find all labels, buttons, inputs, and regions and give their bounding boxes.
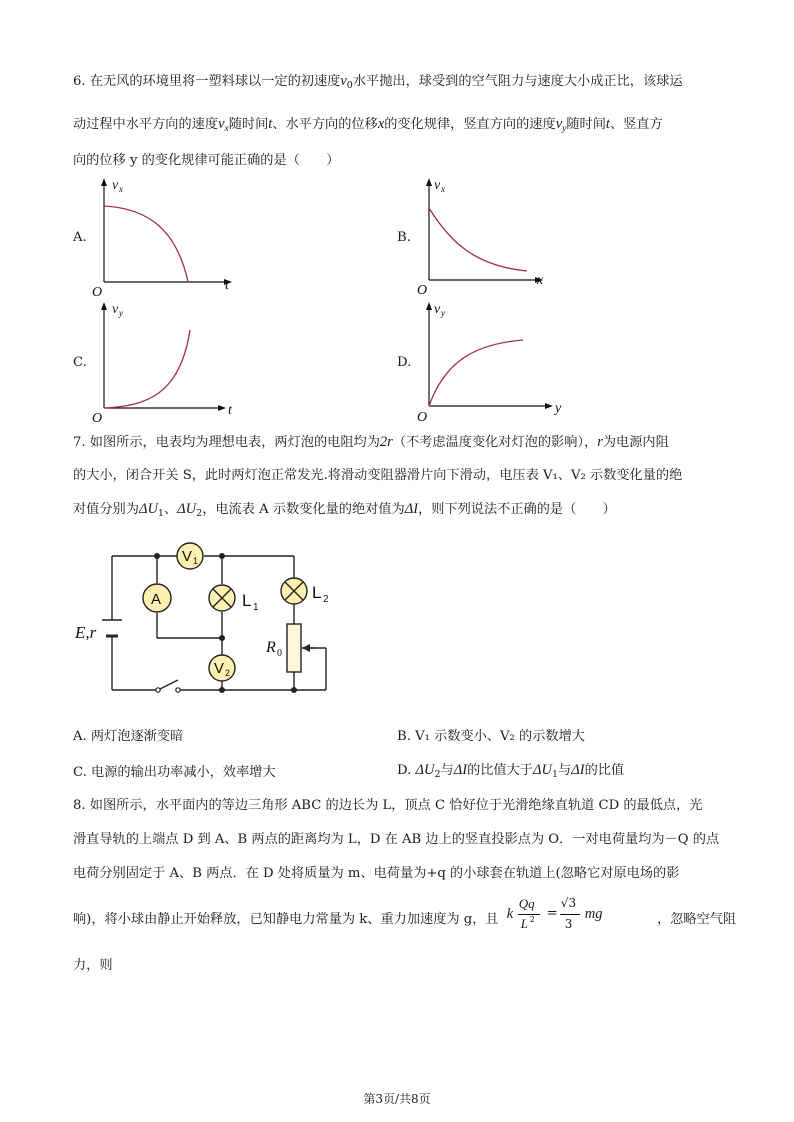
graph-c bbox=[90, 296, 240, 426]
q6-line-3: 向的位移 y 的变化规律可能正确的是（ ） bbox=[73, 153, 340, 168]
switch-contact bbox=[176, 688, 180, 692]
junction-dot bbox=[291, 687, 297, 693]
r0-sub: 0 bbox=[277, 648, 282, 659]
page-footer: 第3页/共8页 bbox=[363, 1092, 431, 1106]
l1-sub: 1 bbox=[253, 602, 259, 613]
x-label: t bbox=[228, 403, 232, 418]
junction-dot bbox=[219, 553, 225, 559]
junction-dot bbox=[219, 635, 225, 641]
curve-c bbox=[104, 330, 190, 408]
x-label: t bbox=[225, 278, 229, 293]
graph-a bbox=[90, 172, 240, 302]
q6-line-2: 动过程中水平方向的速度$v_x$随时间t、水平方向的位移x的变化规律，竖直方向的速度$v_y$随时间t、竖直方 bbox=[73, 116, 663, 134]
x-label: y bbox=[555, 401, 562, 416]
switch-contact bbox=[156, 688, 160, 692]
q7-option-c: C. 电源的输出功率减小，效率增大 bbox=[73, 765, 276, 780]
q6-option-c-label: C. bbox=[73, 355, 87, 370]
q8-line-3: 电荷分别固定于 A、B 两点．在 D 处将质量为 m、电荷量为+q 的小球套在轨道上(忽略它对原电场的影 bbox=[73, 866, 680, 881]
v2-label: V bbox=[214, 660, 225, 677]
graph-b bbox=[415, 172, 565, 302]
y-sub: y bbox=[441, 308, 445, 318]
curve-d bbox=[429, 340, 523, 406]
junction-dot bbox=[154, 553, 160, 559]
q7-option-b: B. V₁ 示数变小、V₂ 的示数增大 bbox=[397, 729, 585, 744]
circuit-diagram bbox=[70, 540, 350, 705]
y-label: v bbox=[434, 302, 441, 317]
y-sub: x bbox=[441, 184, 445, 194]
y-label: v bbox=[434, 178, 441, 193]
source-label: E,r bbox=[75, 623, 97, 642]
r0-label: R bbox=[266, 639, 276, 656]
q7-line-3: 对值分别为$\Delta U_1$、$\Delta U_2$，电流表 A 示数变化量的绝对值为ΔI，则下列说法不正确的是（ ） bbox=[73, 501, 616, 519]
y-axis-arrow bbox=[426, 178, 432, 186]
formula: k Qq L 2 = √3 3 mg bbox=[506, 896, 603, 931]
q6-line-1: 6. 在无风的环境里将一塑料球以一定的初速度$v_0$水平抛出，球受到的空气阻力与速度大小成正比，该球运 bbox=[73, 73, 683, 91]
q8-line-4: 响)，将小球由静止开始释放，已知静电力常量为 k、重力加速度为 g，且 k Qq L 2 = √3 3 mg ，忽略空气阻 bbox=[73, 896, 737, 931]
q8-line-2: 滑直导轨的上端点 D 到 A、B 两点的距离均为 L，D 在 AB 边上的竖直投影点为 O．一对电荷量均为－Q 的点 bbox=[73, 832, 720, 847]
v1-sub: 1 bbox=[193, 556, 199, 566]
curve-b bbox=[429, 208, 527, 271]
slider-arrow bbox=[302, 644, 310, 652]
graph-d bbox=[415, 296, 570, 426]
a-label: A bbox=[151, 591, 162, 608]
q7-line-1: 7. 如图所示，电表均为理想电表，两灯泡的电阻均为2r（不考虑温度变化对灯泡的影响），r为电源内阻 bbox=[73, 434, 669, 450]
origin: O bbox=[92, 285, 103, 300]
y-sub: x bbox=[119, 184, 123, 194]
y-axis-arrow bbox=[101, 302, 107, 310]
origin: O bbox=[417, 283, 428, 298]
v1-label: V bbox=[182, 548, 193, 565]
q6-option-b-label: B. bbox=[397, 230, 411, 245]
y-axis-arrow bbox=[101, 178, 107, 186]
origin: O bbox=[92, 411, 103, 426]
y-sub: y bbox=[119, 308, 123, 318]
x-axis-arrow bbox=[545, 403, 553, 409]
curve-a bbox=[104, 206, 188, 282]
q8-line-5: 力，则 bbox=[73, 958, 113, 973]
l2-label: L bbox=[312, 583, 322, 602]
q7-option-a: A. 两灯泡逐渐变暗 bbox=[73, 729, 184, 744]
x-label: x bbox=[537, 273, 544, 288]
y-axis-arrow bbox=[426, 302, 432, 310]
y-label: v bbox=[112, 302, 119, 317]
q7-option-d: D. $\Delta U_2$与ΔI的比值大于$\Delta U_1$与ΔI的比值 bbox=[397, 762, 625, 780]
l2-sub: 2 bbox=[323, 594, 329, 605]
x-axis-arrow bbox=[218, 405, 226, 411]
v2-sub: 2 bbox=[225, 668, 231, 678]
l1-label: L bbox=[242, 591, 252, 610]
q7-line-2: 的大小，闭合开关 S，此时两灯泡正常发光.将滑动变阻器滑片向下滑动，电压表 V₁、V₂ 示数变化量的绝 bbox=[73, 468, 683, 483]
q6-option-d-label: D. bbox=[397, 355, 412, 370]
y-label: v bbox=[112, 178, 119, 193]
origin: O bbox=[417, 410, 428, 425]
q8-line-1: 8. 如图所示，水平面内的等边三角形 ABC 的边长为 L，顶点 C 恰好位于光滑绝缘直轨道 CD 的最低点，光 bbox=[73, 798, 703, 813]
q6-option-a-label: A. bbox=[73, 230, 87, 245]
junction-dot bbox=[219, 687, 225, 693]
